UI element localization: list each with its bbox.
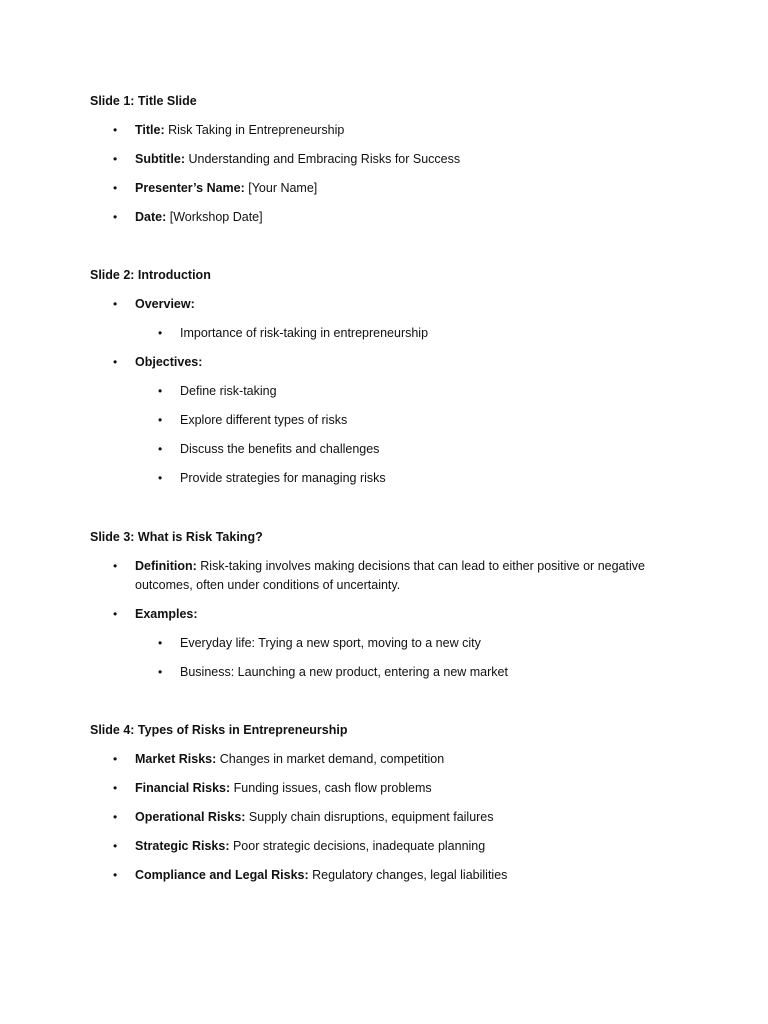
item-text: [Your Name] (244, 181, 318, 195)
bullet-icon: • (158, 471, 163, 485)
list-item-overview (90, 295, 690, 343)
bullet-icon: • (113, 752, 118, 766)
item-text: Risk Taking in Entrepreneurship (164, 123, 345, 137)
bullet-icon: • (113, 810, 118, 824)
list-item (135, 411, 690, 430)
list-item (90, 179, 690, 198)
bullet-icon: • (113, 152, 118, 166)
slide-1-list (90, 121, 690, 227)
slide-2-section (90, 266, 690, 498)
slide-3-heading: Slide 3: What is Risk Taking? (90, 530, 263, 544)
bullet-icon: • (158, 326, 163, 340)
item-text: Importance of risk-taking in entrepreneurship (180, 326, 429, 340)
item-label: Market Risks: (135, 752, 217, 766)
list-item (90, 150, 690, 169)
item-text: Funding issues, cash flow problems (230, 781, 432, 795)
list-item-examples (90, 605, 690, 682)
item-label: Subtitle: (135, 152, 185, 166)
item-label: Strategic Risks: (135, 839, 230, 853)
list-item-definition (90, 557, 690, 595)
slide-3-list (90, 557, 690, 682)
item-text: Poor strategic decisions, inadequate planning (229, 839, 486, 853)
list-item (135, 663, 690, 682)
objectives-label: Objectives: (135, 355, 203, 369)
item-label: Operational Risks: (135, 810, 246, 824)
item-text: Understanding and Embracing Risks for Success (185, 152, 461, 166)
bullet-icon: • (158, 636, 163, 650)
bullet-icon: • (113, 607, 118, 621)
slide-4-list (90, 750, 690, 885)
bullet-icon: • (113, 839, 118, 853)
definition-text: Risk-taking involves making decisions that can lead to either positive or negative outcomes, often under conditions of uncertainty. (135, 559, 645, 592)
list-item (90, 837, 690, 856)
bullet-icon: • (158, 413, 163, 427)
item-label: Title: (135, 123, 165, 137)
bullet-icon: • (158, 442, 163, 456)
list-item (90, 808, 690, 827)
list-item (90, 866, 690, 885)
bullet-icon: • (113, 868, 118, 882)
definition-label: Definition: (135, 559, 197, 573)
list-item (135, 440, 690, 459)
examples-label: Examples: (135, 607, 198, 621)
slide-4-heading: Slide 4: Types of Risks in Entrepreneurship (90, 723, 348, 737)
list-item (135, 382, 690, 401)
item-label: Presenter’s Name: (135, 181, 245, 195)
item-text: Regulatory changes, legal liabilities (308, 868, 508, 882)
slide-2-list (90, 295, 690, 488)
item-text: Define risk-taking (180, 384, 277, 398)
overview-label: Overview: (135, 297, 195, 311)
bullet-icon: • (113, 559, 118, 573)
item-text: Discuss the benefits and challenges (180, 442, 380, 456)
bullet-icon: • (113, 210, 118, 224)
slide-3-section (90, 528, 690, 692)
list-item (135, 634, 690, 653)
list-item (135, 324, 690, 343)
item-text: Business: Launching a new product, entering a new market (180, 665, 508, 679)
item-text: Supply chain disruptions, equipment failures (245, 810, 494, 824)
list-item (90, 121, 690, 140)
slide-4-section (90, 721, 690, 895)
bullet-icon: • (113, 181, 118, 195)
item-label: Financial Risks: (135, 781, 231, 795)
list-item (135, 469, 690, 488)
overview-sublist (135, 324, 690, 343)
item-text: [Workshop Date] (166, 210, 263, 224)
item-label: Compliance and Legal Risks: (135, 868, 309, 882)
bullet-icon: • (113, 123, 118, 137)
list-item (90, 208, 690, 227)
item-text: Explore different types of risks (180, 413, 348, 427)
list-item (90, 750, 690, 769)
item-text: Everyday life: Trying a new sport, moving to a new city (180, 636, 481, 650)
bullet-icon: • (158, 384, 163, 398)
item-text: Changes in market demand, competition (216, 752, 445, 766)
item-text: Provide strategies for managing risks (180, 471, 386, 485)
bullet-icon: • (113, 297, 118, 311)
list-item-objectives (90, 353, 690, 488)
slide-1-section (90, 92, 690, 237)
item-label: Date: (135, 210, 167, 224)
examples-sublist (135, 634, 690, 682)
list-item (90, 779, 690, 798)
slide-1-heading: Slide 1: Title Slide (90, 94, 197, 108)
bullet-icon: • (113, 355, 118, 369)
bullet-icon: • (158, 665, 163, 679)
bullet-icon: • (113, 781, 118, 795)
objectives-sublist (135, 382, 690, 488)
slide-2-heading: Slide 2: Introduction (90, 268, 211, 282)
